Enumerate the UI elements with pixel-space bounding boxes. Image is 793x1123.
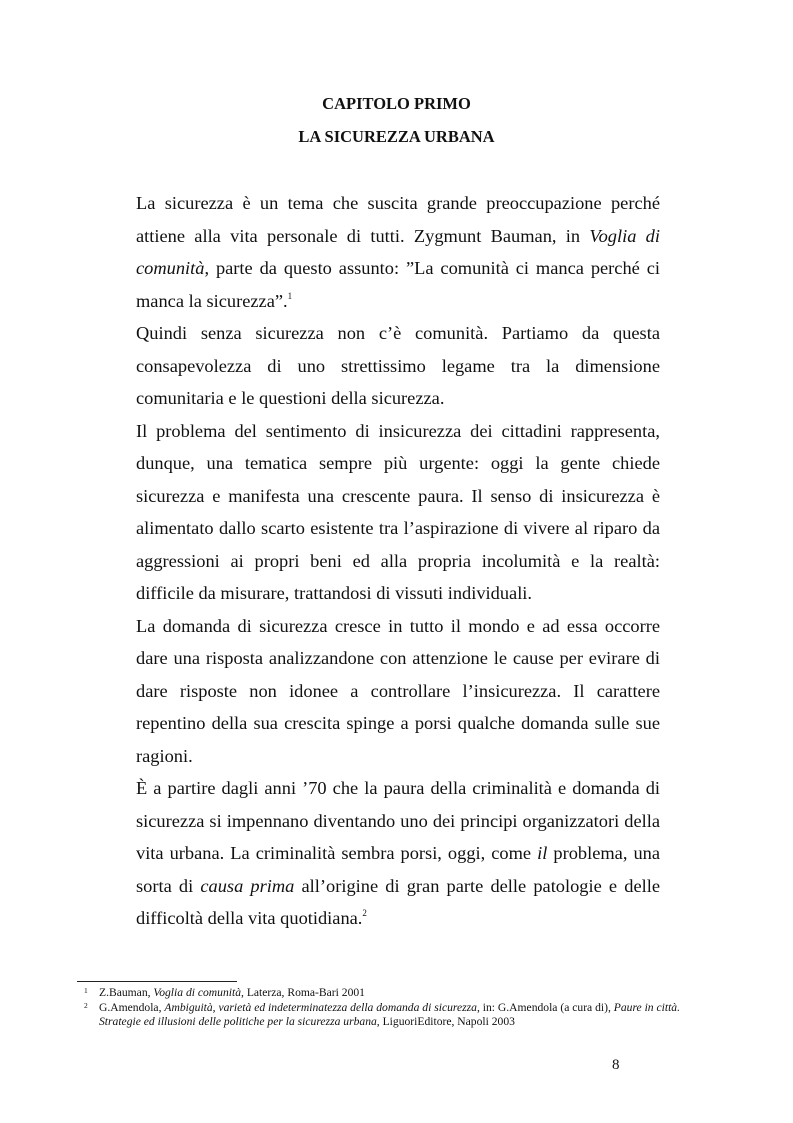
footnote-2-book-title: Paure in città. Strategie ed illusioni delle politiche per la sicurezza urbana (99, 1000, 681, 1028)
paragraph-5-text-c: problema, una sorta di (136, 843, 661, 896)
chapter-title: LA SICUREZZA URBANA (298, 127, 495, 146)
footnote-2-text-e: , LiguoriEditore, Napoli 2003 (376, 1015, 515, 1028)
footnote-mark: 1 (84, 986, 88, 995)
paragraph-4: La domanda di sicurezza cresce in tutto il mondo e ad essa occorre dare una risposta analizzandone con attenzione le cause per evirare di dare risposte non idonee a controllare l’insicurezza. Il carattere repentino della sua crescita spinge a porsi qualche domanda sulle sue ragioni. (136, 615, 660, 766)
body-text (136, 187, 660, 935)
paragraph-5-emphasis-causa-prima: causa prima (200, 875, 295, 896)
footnote-1 (84, 986, 704, 1001)
footnote-2-text-c: , in: G.Amendola (a cura di), (476, 1000, 614, 1014)
footnote-separator (77, 981, 237, 982)
footnote-1-text-a: Z.Bauman, (99, 986, 154, 999)
footnote-2 (84, 1001, 704, 1030)
footnote-2-text-a: G.Amendola, (99, 1000, 165, 1014)
footnote-mark: 2 (84, 1000, 88, 1010)
paragraph-5-text-e: all’origine di gran parte delle patologie e delle difficoltà della vita quotidiana. (136, 875, 660, 928)
paragraph-1-text-c: , parte da questo assunto: ”La comunità ci manca perché ci manca la sicurezza”. (136, 258, 660, 311)
paragraph-1 (136, 187, 660, 317)
footnote-2-essay-title: Ambiguità, varietà ed indeterminatezza della domanda di sicurezza (164, 1000, 477, 1014)
paragraph-3: Il problema del sentimento di insicurezza dei cittadini rappresenta, dunque, una tematica sempre più urgente: oggi la gente chiede sicurezza e manifesta una crescente paura. Il senso di insicurezza è alimentato dallo scarto esistente tra l’aspirazione di vivere al riparo da aggressioni ai propri beni ed alla propria incolumità e la realtà: difficile da misurare, trattandosi di vissuti individuali. (136, 420, 660, 603)
paragraph-5-emphasis-il: il (537, 843, 548, 863)
paragraph-1-book-title: Voglia di comunità (136, 225, 660, 278)
footnote-1-book-title: Voglia di comunità (153, 986, 242, 999)
paragraph-5 (136, 772, 660, 935)
footnote-reference-1[interactable]: 1 (287, 290, 293, 301)
footnote-reference-2[interactable]: 2 (362, 908, 367, 918)
paragraph-1-text-a: La sicurezza è un tema che suscita grande preoccupazione perché attiene alla vita personale di tutti. Zygmunt Bauman, in (136, 193, 660, 246)
chapter-heading: CAPITOLO PRIMO (322, 94, 471, 113)
page-number: 8 (612, 1057, 620, 1073)
footnotes (84, 986, 704, 1030)
paragraph-5-text-a: È a partire dagli anni ’70 che la paura della criminalità e domanda di sicurezza si impennano diventando uno dei principi organizzatori della vita urbana. La criminalità sembra porsi, oggi, come (136, 778, 660, 863)
paragraph-2: Quindi senza sicurezza non c’è comunità. Partiamo da questa consapevolezza di uno strettissimo legame tra la dimensione comunitaria e le questioni della sicurezza. (136, 323, 660, 408)
footnote-1-text-c: , Laterza, Roma-Bari 2001 (241, 986, 365, 999)
